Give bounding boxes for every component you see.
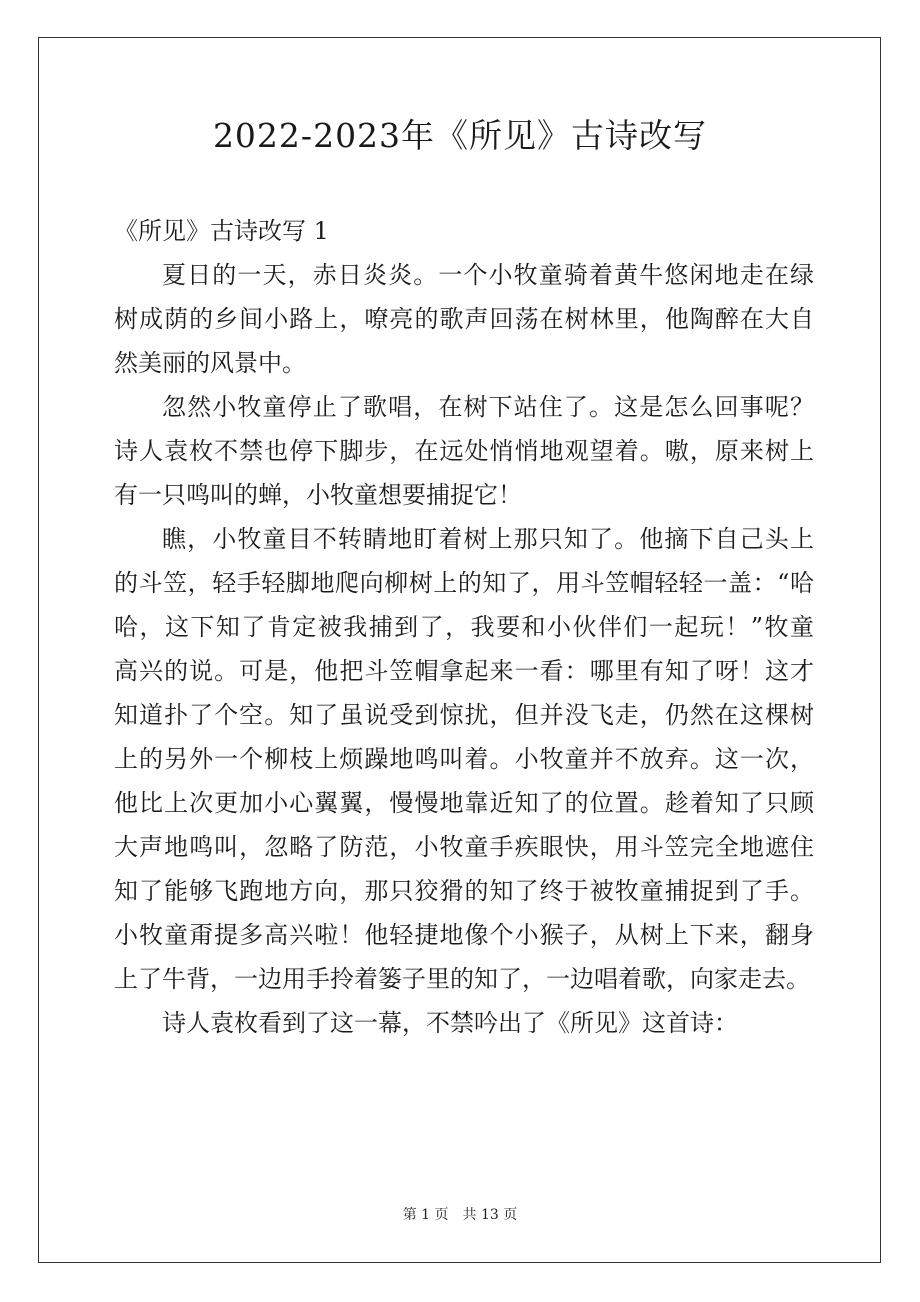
- section-subtitle: 《所见》古诗改写 1: [114, 217, 329, 245]
- paragraph-line: 高兴的说。可是，他把斗笠帽拿起来一看：哪里有知了呀！这才: [114, 657, 814, 685]
- paragraph-line: 诗人袁枚不禁也停下脚步，在远处悄悄地观望着。嗷，原来树上: [114, 437, 814, 465]
- paragraph-line: 小牧童甭提多高兴啦！他轻捷地像个小猴子，从树上下来，翻身: [114, 921, 814, 949]
- paragraph-line: 哈，这下知了肯定被我捕到了，我要和小伙伴们一起玩！”牧童: [114, 613, 814, 641]
- paragraph-line: 上的另外一个柳枝上烦躁地鸣叫着。小牧童并不放弃。这一次，: [114, 745, 814, 773]
- page-number: 第 1 页 共 13 页: [402, 1207, 518, 1223]
- paragraph-2: [114, 385, 814, 517]
- paragraph-line: 忽然小牧童停止了歌唱，在树下站住了。这是怎么回事呢？: [162, 393, 814, 421]
- paragraph-4: [114, 1001, 814, 1045]
- paragraph-3: [114, 517, 814, 1001]
- paragraph-line: 上了牛背，一边用手拎着篓子里的知了，一边唱着歌，向家走去。: [114, 965, 810, 993]
- paragraph-line: 然美丽的风景中。: [114, 349, 306, 377]
- paragraph-line: 瞧，小牧童目不转睛地盯着树上那只知了。他摘下自己头上: [162, 525, 814, 553]
- paragraph-line: 他比上次更加小心翼翼，慢慢地靠近知了的位置。趁着知了只顾: [114, 789, 814, 817]
- paragraph-line: 知了能够飞跑地方向，那只狡猾的知了终于被牧童捕捉到了手。: [114, 877, 814, 905]
- document-title: 2022-2023年《所见》古诗改写: [212, 116, 708, 155]
- paragraph-line: 有一只鸣叫的蝉，小牧童想要捕捉它！: [114, 481, 522, 509]
- document-body: [114, 209, 814, 1045]
- paragraph-line: 树成荫的乡间小路上，嘹亮的歌声回荡在树林里，他陶醉在大自: [114, 305, 814, 333]
- paragraph-line: 大声地鸣叫，忽略了防范，小牧童手疾眼快，用斗笠完全地遮住: [114, 833, 814, 861]
- paragraph-line: 诗人袁枚看到了这一幕，不禁吟出了《所见》这首诗：: [162, 1009, 738, 1037]
- paragraph-1: [114, 253, 814, 385]
- paragraph-line: 的斗笠，轻手轻脚地爬向柳树上的知了，用斗笠帽轻轻一盖：“哈: [114, 569, 814, 597]
- paragraph-line: 夏日的一天，赤日炎炎。一个小牧童骑着黄牛悠闲地走在绿: [162, 261, 814, 289]
- paragraph-line: 知道扑了个空。知了虽说受到惊扰，但并没飞走，仍然在这棵树: [114, 701, 814, 729]
